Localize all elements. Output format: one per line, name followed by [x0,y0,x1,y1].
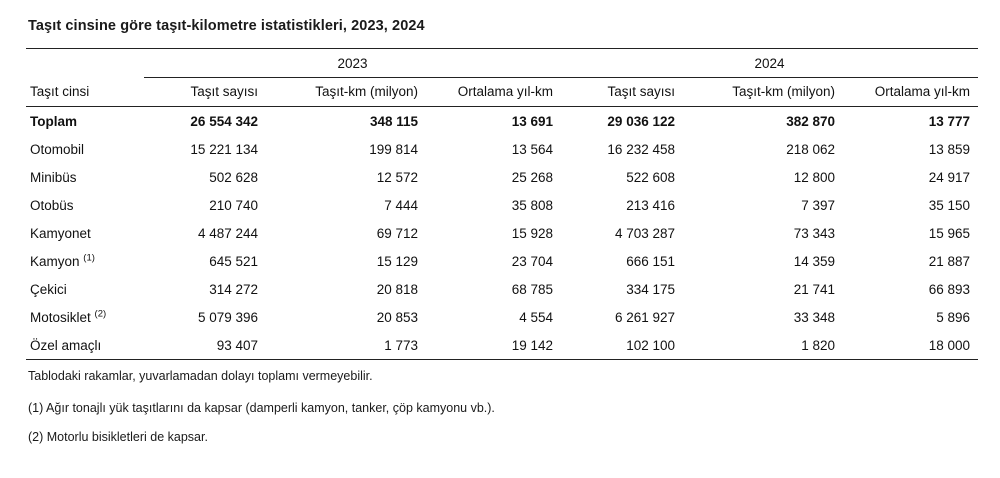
column-header-2024-vehicle-km: Taşıt-km (milyon) [683,78,843,107]
cell-2024-count: 16 232 458 [607,141,675,157]
table-row [26,107,978,136]
cell-2024-vehicle-km: 7 397 [801,197,835,213]
table-row [26,275,978,303]
column-header-2023-vehicle-km: Taşıt-km (milyon) [266,78,426,107]
cell-2023-count: 4 487 244 [197,225,258,241]
cell-2024-vehicle-km: 33 348 [793,309,835,325]
table-column-header-row [26,78,978,107]
cell-2024-count: 522 608 [626,169,675,185]
row-label-text: Motosiklet [30,309,91,325]
cell-2023-vehicle-km: 1 773 [266,331,426,360]
cell-2024-vehicle-km: 73 343 [793,225,835,241]
cell-2023-count: 15 221 134 [190,141,258,157]
footnotes [26,369,974,445]
cell-2024-average-km: 18 000 [843,331,978,360]
row-label [26,107,144,136]
table-row [26,219,978,247]
cell-2023-count: 314 272 [209,281,258,297]
table-row [26,191,978,219]
cell-2024-vehicle-km: 382 870 [786,113,835,129]
row-label-text: Kamyonet [30,225,91,241]
cell-2024-average-km: 5 896 [936,309,970,325]
cell-2023-vehicle-km: 12 572 [376,169,418,185]
cell-2024-average-km: 15 965 [928,225,970,241]
cell-2023-count: 645 521 [209,253,258,269]
column-header-2023-count: Taşıt sayısı [144,78,266,107]
table-body [26,107,978,360]
row-label [26,219,144,247]
cell-2024-count: 213 416 [626,197,675,213]
cell-2023-count: 26 554 342 [190,113,258,129]
cell-2023-average-km: 13 691 [511,113,553,129]
group-header-spacer [26,49,144,78]
table-group-header-row [26,49,978,78]
row-label-footnote: (2) [94,308,107,319]
cell-2023-average-km: 13 564 [511,141,553,157]
cell-2024-count: 102 100 [561,331,683,360]
cell-2023-average-km: 68 785 [511,281,553,297]
cell-2023-average-km: 15 928 [511,225,553,241]
row-label-text: Minibüs [30,169,77,185]
cell-2023-average-km: 35 808 [511,197,553,213]
cell-2024-vehicle-km: 218 062 [786,141,835,157]
row-label [26,163,144,191]
cell-2023-vehicle-km: 7 444 [384,197,418,213]
table-row [26,303,978,331]
cell-2023-vehicle-km: 69 712 [376,225,418,241]
cell-2024-count: 4 703 287 [614,225,675,241]
row-label-text: Çekici [30,281,67,297]
cell-2023-vehicle-km: 20 818 [376,281,418,297]
cell-2023-average-km: 25 268 [511,169,553,185]
cell-2024-count: 666 151 [626,253,675,269]
footnote-2: (2) Motorlu bisikletleri de kapsar. [28,430,208,444]
cell-2024-count: 29 036 122 [607,113,675,129]
row-label-text: Otomobil [30,141,85,157]
cell-2024-count: 334 175 [626,281,675,297]
cell-2023-count: 502 628 [209,169,258,185]
row-label [26,275,144,303]
group-header-2023: 2023 [144,49,561,78]
table-row [26,163,978,191]
cell-2023-vehicle-km: 348 115 [369,113,418,129]
page-title: Taşıt cinsine göre taşıt-kilometre istatistikleri, 2023, 2024 [28,18,425,34]
cell-2023-average-km: 4 554 [519,309,553,325]
row-label [26,135,144,163]
column-header-vehicle-type: Taşıt cinsi [26,78,144,107]
footnote-1: (1) Ağır tonajlı yük taşıtlarını da kapsar (damperli kamyon, tanker, çöp kamyonu vb.). [28,401,495,415]
cell-2024-vehicle-km: 21 741 [793,281,835,297]
row-label-text: Toplam [30,113,77,129]
cell-2023-count: 93 407 [144,331,266,360]
cell-2024-count: 6 261 927 [614,309,675,325]
cell-2024-average-km: 21 887 [928,253,970,269]
cell-2024-average-km: 13 859 [928,141,970,157]
row-label [26,191,144,219]
cell-2024-vehicle-km: 12 800 [793,169,835,185]
cell-2023-count: 5 079 396 [197,309,258,325]
cell-2024-vehicle-km: 14 359 [793,253,835,269]
cell-2023-vehicle-km: 199 814 [369,141,418,157]
cell-2023-vehicle-km: 15 129 [376,253,418,269]
group-header-2024: 2024 [561,49,978,78]
row-label [26,247,144,275]
column-header-2023-average-km: Ortalama yıl-km [426,78,561,107]
cell-2024-average-km: 35 150 [928,197,970,213]
table-head [26,49,978,107]
row-label [26,331,144,360]
cell-2023-count: 210 740 [209,197,258,213]
row-label-text: Kamyon [30,253,80,269]
cell-2024-average-km: 66 893 [928,281,970,297]
column-header-2024-count: Taşıt sayısı [561,78,683,107]
column-header-2024-average-km: Ortalama yıl-km [843,78,978,107]
cell-2024-average-km: 24 917 [928,169,970,185]
cell-2024-vehicle-km: 1 820 [683,331,843,360]
table-row [26,135,978,163]
cell-2024-average-km: 13 777 [928,113,970,129]
statistics-table [26,48,978,360]
table-row [26,247,978,275]
row-label-footnote: (1) [83,252,95,263]
cell-2023-average-km: 19 142 [426,331,561,360]
row-label-text: Otobüs [30,197,74,213]
row-label [26,303,144,331]
footnote-general: Tablodaki rakamlar, yuvarlamadan dolayı toplamı vermeyebilir. [28,369,373,383]
table-row [26,331,978,360]
row-label-text: Özel amaçlı [30,337,102,353]
cell-2023-vehicle-km: 20 853 [376,309,418,325]
cell-2023-average-km: 23 704 [511,253,553,269]
